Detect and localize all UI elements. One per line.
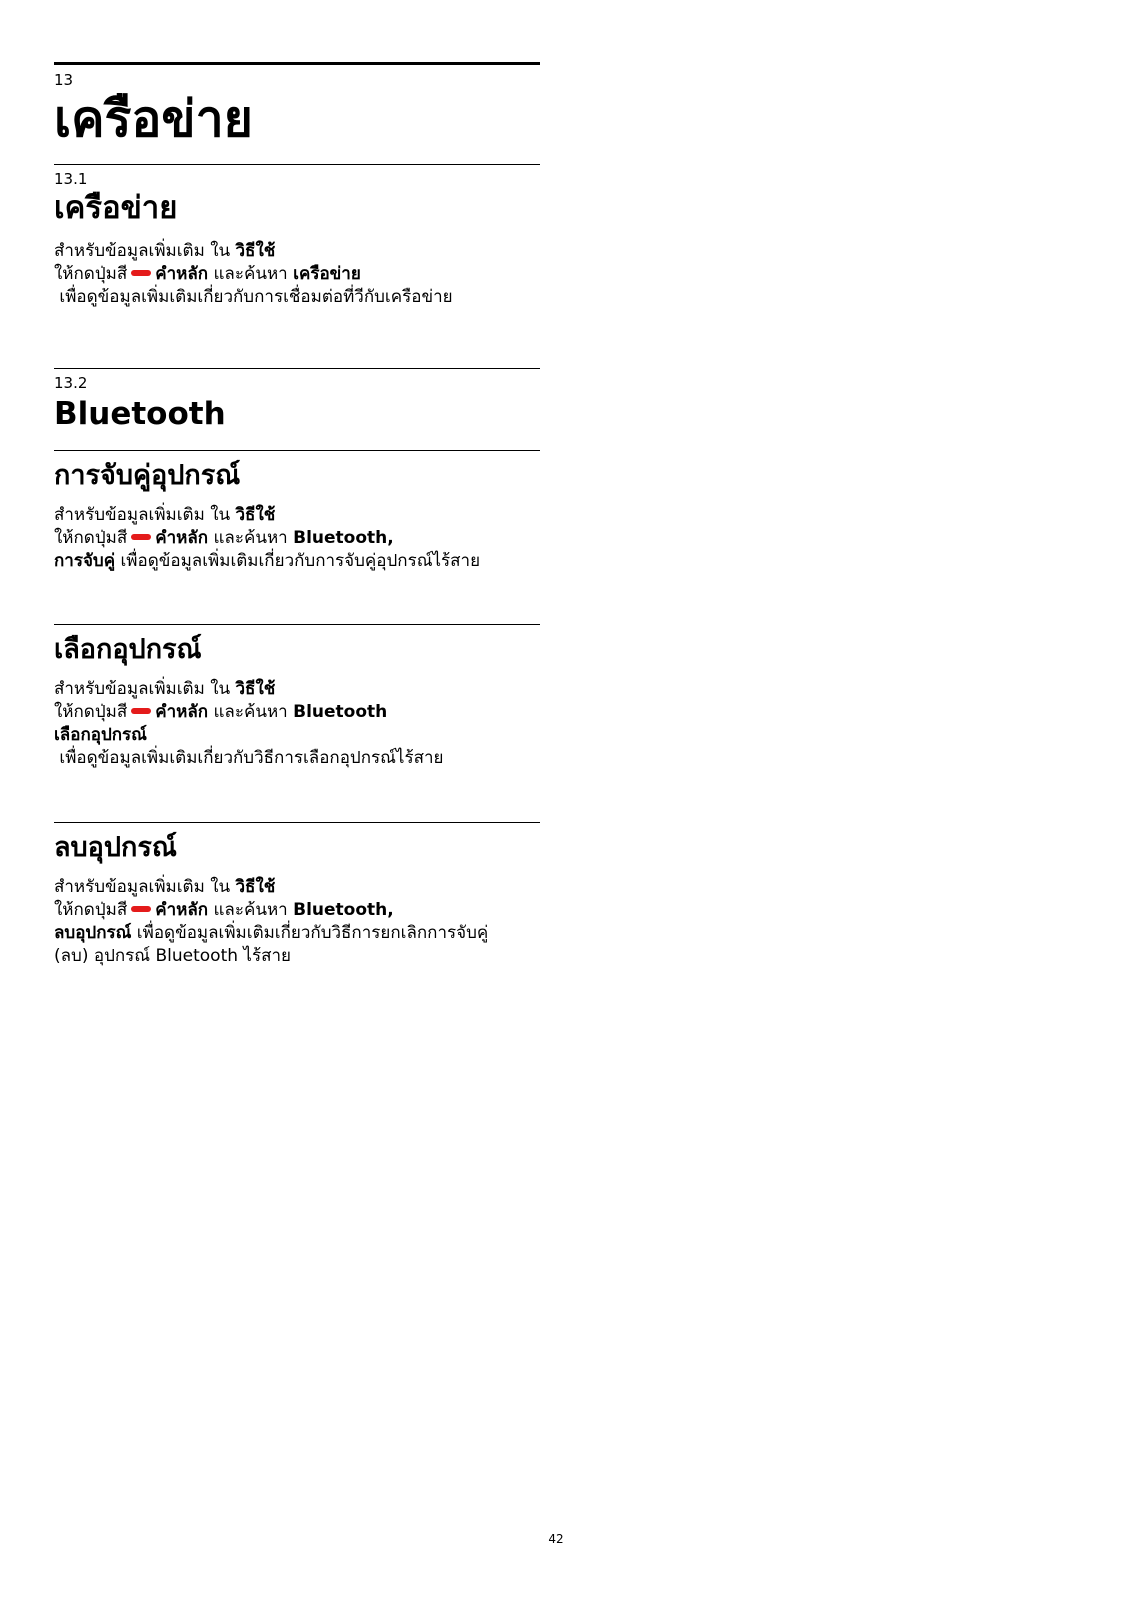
section-rule [54, 164, 540, 165]
help-link: วิธีใช้ [235, 505, 276, 525]
section-number: 13.1 [54, 170, 88, 188]
red-button-icon [131, 708, 151, 714]
section-rule [54, 368, 540, 369]
help-link: วิธีใช้ [235, 679, 276, 699]
help-link: วิธีใช้ [235, 877, 276, 897]
body-line: ให้กดปุ่มสี คำหลัก และค้นหา Bluetooth [54, 702, 388, 722]
subsection-pairing [54, 450, 540, 573]
chapter-header [54, 62, 540, 149]
section-13-2 [54, 368, 540, 434]
subsection-title: เลือกอุปกรณ์ [54, 634, 202, 665]
section-13-1 [54, 164, 540, 309]
section-title: Bluetooth [54, 396, 226, 432]
subsection-body [54, 876, 540, 968]
chapter-title: เครือข่าย [54, 90, 253, 148]
subsection-remove [54, 822, 540, 968]
body-line: (ลบ) อุปกรณ์ Bluetooth ไร้สาย [54, 946, 291, 966]
subsection-rule [54, 822, 540, 823]
subsection-rule [54, 624, 540, 625]
subsection-title: ลบอุปกรณ์ [54, 832, 177, 863]
subsection-select [54, 624, 540, 770]
red-button-icon [131, 534, 151, 540]
subsection-body [54, 678, 540, 770]
body-line: สำหรับข้อมูลเพิ่มเติม ใน วิธีใช้ [54, 877, 276, 897]
body-line: สำหรับข้อมูลเพิ่มเติม ใน วิธีใช้ [54, 505, 276, 525]
body-line: ให้กดปุ่มสี คำหลัก และค้นหา เครือข่าย [54, 264, 361, 284]
body-line: ลบอุปกรณ์ เพื่อดูข้อมูลเพิ่มเติมเกี่ยวกับวิธีการยกเลิกการจับคู่ [54, 923, 489, 943]
section-body [54, 240, 540, 309]
page-number: 42 [548, 1532, 564, 1546]
help-link: วิธีใช้ [235, 241, 276, 261]
subsection-title: การจับคู่อุปกรณ์ [54, 460, 241, 491]
subsection-rule [54, 450, 540, 451]
body-line: สำหรับข้อมูลเพิ่มเติม ใน วิธีใช้ [54, 241, 276, 261]
body-line: การจับคู่ เพื่อดูข้อมูลเพิ่มเติมเกี่ยวกับการจับคู่อุปกรณ์ไร้สาย [54, 551, 481, 571]
subsection-body [54, 504, 540, 573]
search-topic: Bluetooth [293, 702, 388, 722]
search-topic: Bluetooth, [293, 900, 394, 920]
search-topic: Bluetooth, [293, 528, 394, 548]
red-button-icon [131, 270, 151, 276]
body-line: ให้กดปุ่มสี คำหลัก และค้นหา Bluetooth, [54, 900, 394, 920]
search-topic: เครือข่าย [293, 264, 361, 284]
chapter-rule [54, 62, 540, 65]
body-line: เพื่อดูข้อมูลเพิ่มเติมเกี่ยวกับการเชื่อมต่อที่วีกับเครือข่าย [54, 287, 453, 307]
body-line: สำหรับข้อมูลเพิ่มเติม ใน วิธีใช้ [54, 679, 276, 699]
section-title: เครือข่าย [54, 190, 178, 226]
body-line: เพื่อดูข้อมูลเพิ่มเติมเกี่ยวกับวิธีการเลือกอุปกรณ์ไร้สาย [54, 748, 444, 768]
red-button-icon [131, 906, 151, 912]
body-line: เลือกอุปกรณ์ [54, 725, 147, 745]
chapter-number: 13 [54, 71, 74, 89]
section-number: 13.2 [54, 374, 88, 392]
body-line: ให้กดปุ่มสี คำหลัก และค้นหา Bluetooth, [54, 528, 394, 548]
